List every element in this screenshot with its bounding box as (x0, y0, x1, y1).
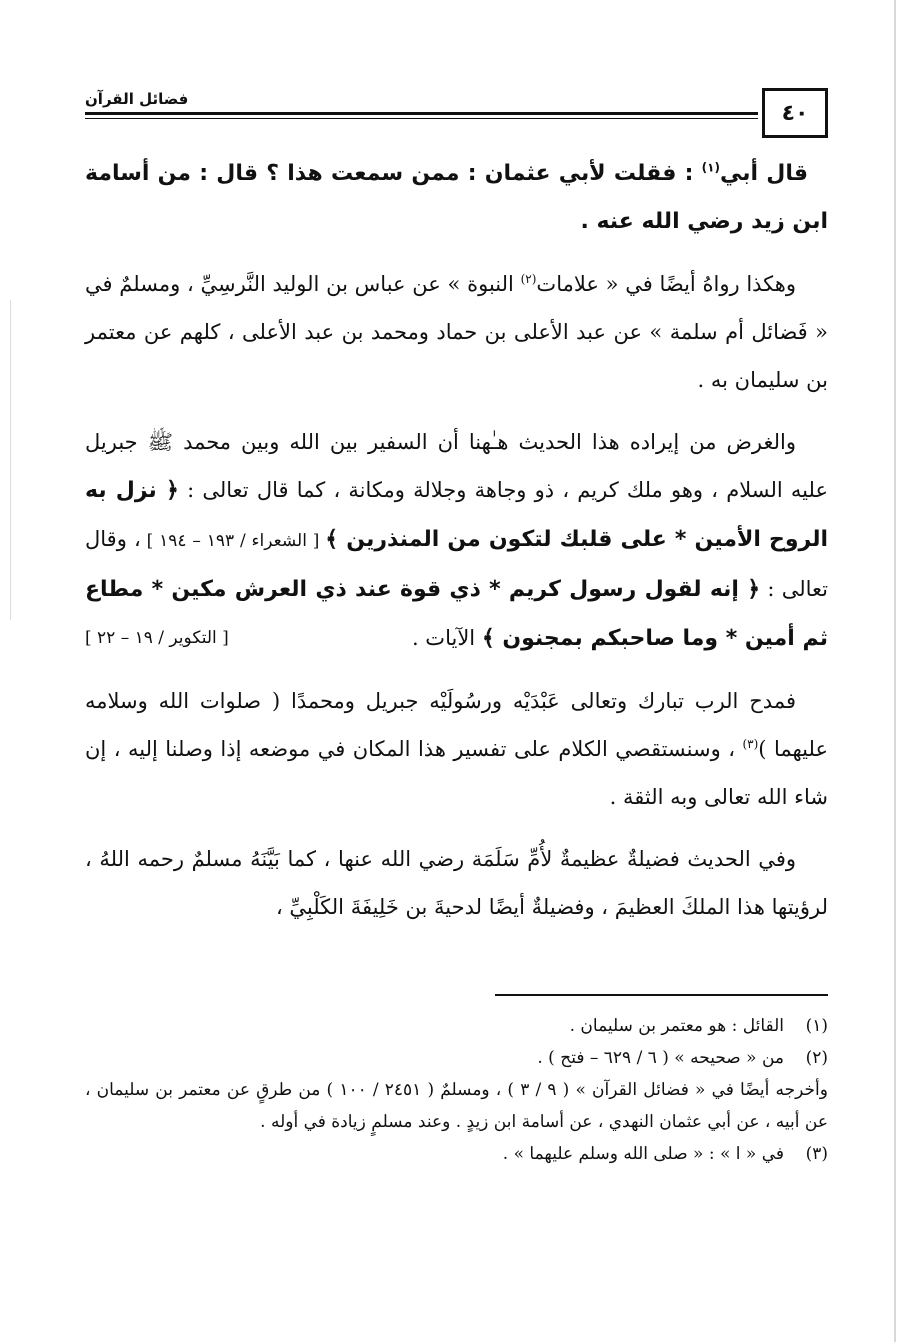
scan-edge (10, 300, 11, 620)
text-run: وفي الحديث فضيلةٌ عظيمةٌ لأُمِّ سَلَمَة رضي الله عنها ، كما بَيَّنَهُ مسلمٌ رحمه اللهُ ، لرؤيتها هذا الملكَ العظيمَ ، وفضيلةٌ أيضًا لدحيةَ بن خَلِيفَةَ الكَلْبِيِّ ، (85, 847, 828, 919)
footnote-text: من « صحيحه » ( ٦ / ٦٢٩ – فتح ) . (537, 1048, 784, 1068)
text-run: : فقلت لأبي عثمان : ممن سمعت هذا ؟ قال : من أسامة ابن زيد رضي الله عنه . (85, 161, 828, 234)
footnote-text: في « ا » : « صلى الله وسلم عليهما » . (502, 1144, 784, 1164)
footnote-2 (85, 1042, 828, 1074)
paragraph-5 (85, 835, 828, 931)
running-title: فضائل القرآن (85, 90, 189, 108)
text-run: والغرض من إيراده هذا الحديث هـٰهنا أن السفير بين الله وبين محمد ﷺ جبريل عليه السلام ، وهو ملك كريم ، ذو وجاهة وجلالة ومكانة ، كما قال تعالى : (85, 430, 828, 502)
footnote-number: (٣) (805, 1144, 828, 1164)
verse-reference: [ الشعراء / ١٩٣ – ١٩٤ ] (140, 531, 326, 551)
paragraph-1 (85, 150, 828, 246)
page-header (85, 88, 828, 142)
text-run: الآيات . (411, 626, 482, 650)
footnote-marker: (٣) (742, 737, 759, 751)
footnote-number: (٢) (805, 1048, 828, 1068)
text-run: النبوة » عن عباس بن الوليد النَّرسِيِّ ، ومسلمٌ في « فَضائل أم سلمة » عن عبد الأعلى بن حماد ومحمد بن عبد الأعلى ، كلهم عن معتمر بن سليمان به . (85, 272, 828, 392)
header-rule (85, 112, 758, 115)
footnote-marker: (٢) (520, 272, 537, 286)
footnote-1 (85, 1010, 828, 1042)
footnotes (85, 1010, 828, 1170)
footnote-text: القائل : هو معتمر بن سليمان . (569, 1016, 784, 1036)
paragraph-4 (85, 677, 828, 821)
page-number: ٤٠ (762, 88, 828, 138)
quran-verse: ﴿ إنه لقول رسول كريم * ذي قوة عند ذي العرش مكين * مطاع ثم أمين * وما صاحبكم بمجنون ﴾ (85, 577, 828, 651)
footnote-continuation: وأخرجه أيضًا في « فضائل القرآن » ( ٩ / ٣ ) ، ومسلمٌ ( ٢٤٥١ / ١٠٠ ) من طرقٍ عن معتمر بن سليمان ، عن أبيه ، عن أبي عثمان النهدي ، عن أسامة ابن زيدٍ . وعند مسلمٍ زيادة في أوله . (85, 1080, 828, 1132)
text-run: ، وقال تعالى : (85, 527, 829, 601)
text-run: قال أبي (719, 161, 808, 186)
text-run: فمدح الرب تبارك وتعالى عَبْدَيْه ورسُولَيْه جبريل ومحمدًا ( صلوات الله وسلامه عليهما ) (85, 689, 828, 761)
header-rule (85, 118, 758, 119)
paragraph-2 (85, 260, 828, 404)
footnote-3 (85, 1138, 828, 1170)
footnote-marker: (١) (701, 160, 720, 175)
scan-edge (894, 0, 896, 1342)
footnote-separator (495, 994, 828, 996)
verse-reference: [ التكوير / ١٩ – ٢٢ ] (85, 628, 229, 648)
footnote-number: (١) (805, 1016, 828, 1036)
text-run: ، وسنستقصي الكلام على تفسير هذا المكان في موضعه إذا وصلنا إليه ، إن شاء الله تعالى وبه الثقة . (85, 737, 828, 809)
main-text (85, 150, 828, 931)
text-run: وهكذا رواهُ أيضًا في « علامات (536, 272, 796, 296)
paragraph-3 (85, 418, 828, 663)
quran-verse: ﴿ نزل به الروح الأمين * على قلبك لتكون من المنذرين ﴾ (85, 478, 828, 552)
